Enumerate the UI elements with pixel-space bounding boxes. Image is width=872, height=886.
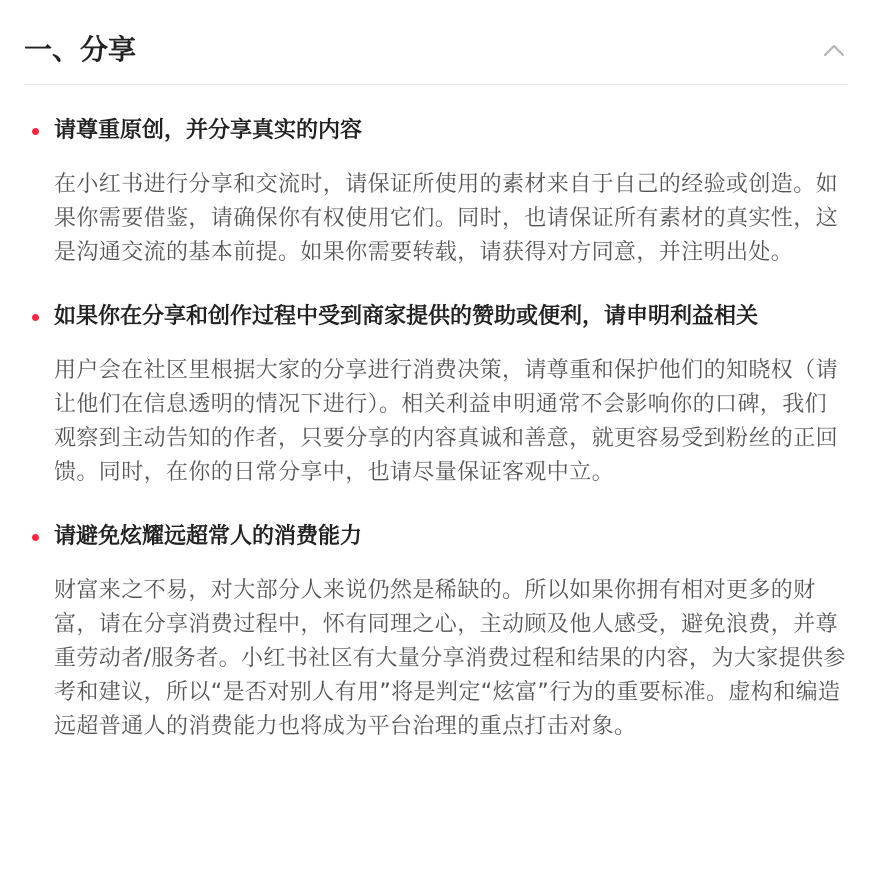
rule-heading [24,300,848,334]
rule-item-original-content [24,84,848,270]
rule-heading-text: 如果你在分享和创作过程中受到商家提供的赞助或便利，请申明利益相关 [54,304,759,329]
section-header[interactable] [24,0,848,85]
rule-body: 用户会在社区里根据大家的分享进行消费决策，请尊重和保护他们的知晓权（请让他们在信息透明的情况下进行）。相关利益申明通常不会影响你的口碑，我们观察到主动告知的作者，只要分享的内容真诚和善意，就更容易受到粉丝的正回馈。同时，在你的日常分享中，也请尽量保证客观中立。 [54,358,839,485]
rule-item-sponsorship-disclosure [24,300,848,490]
rule-heading [24,520,848,554]
rule-item-avoid-flaunting-wealth [24,520,848,744]
rule-heading-text: 请避免炫耀远超常人的消费能力 [54,524,363,549]
bullet-dot [32,128,39,135]
rule-body: 在小红书进行分享和交流时，请保证所使用的素材来自于自己的经验或创造。如果你需要借鉴，请确保你有权使用它们。同时，也请保证所有素材的真实性，这是沟通交流的基本前提。如果你需要转载，请获得对方同意，并注明出处。 [54,172,839,265]
rule-list [24,84,848,744]
collapse-button[interactable] [820,36,848,64]
rule-heading-text: 请尊重原创，并分享真实的内容 [54,118,363,143]
section-title: 一、分享 [24,33,137,66]
bullet-dot [32,314,39,321]
bullet-dot [32,534,39,541]
chevron-up-icon [820,36,848,64]
rule-body: 财富来之不易，对大部分人来说仍然是稀缺的。所以如果你拥有相对更多的财富，请在分享消费过程中，怀有同理之心，主动顾及他人感受，避免浪费，并尊重劳动者/服务者。小红书社区有大量分享消费过程和结果的内容，为大家提供参考和建议，所以“是否对别人有用”将是判定“炫富”行为的重要标准。虚构和编造远超普通人的消费能力也将成为平台治理的重点打击对象。 [54,578,846,739]
rule-heading [24,114,848,148]
